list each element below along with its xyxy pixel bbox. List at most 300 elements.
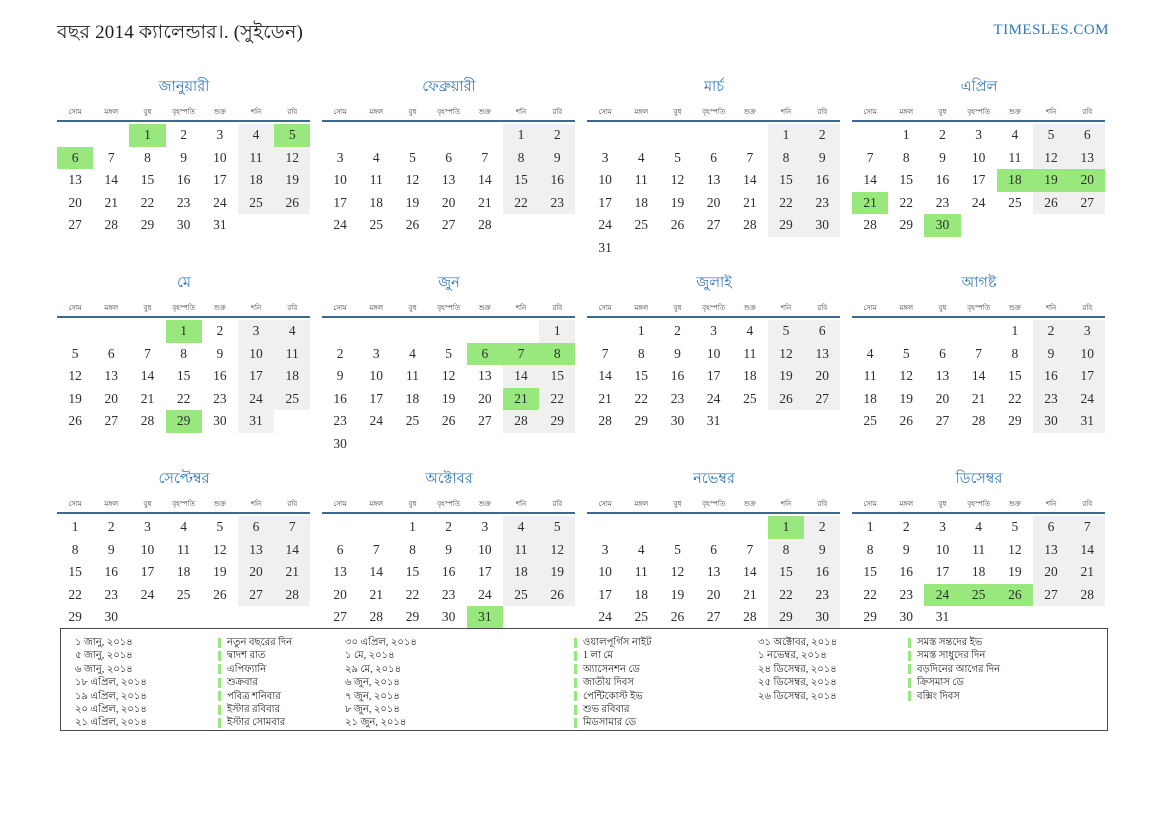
day-cell: 2	[674, 323, 681, 338]
day-cell: 31	[213, 217, 227, 233]
holiday-date: ৬ জানু, ২০১৪	[75, 663, 133, 675]
day-cell: 20	[68, 194, 82, 210]
day-cell: 29	[1008, 413, 1022, 429]
month-title: সেপ্টেম্বর	[158, 471, 210, 487]
day-cell: 13	[706, 172, 721, 188]
empty-cell	[358, 433, 394, 456]
day-cell: 19	[68, 390, 82, 406]
empty-cell	[852, 124, 888, 147]
day-cell: 5	[274, 124, 310, 147]
empty-cell	[961, 214, 997, 237]
day-cell: 5	[1011, 519, 1019, 534]
month-days-grid	[57, 498, 311, 629]
month-days-grid	[852, 106, 1106, 237]
day-cell: 2	[445, 519, 453, 534]
day-of-week-header: রবি	[552, 500, 563, 508]
day-cell: 18	[634, 586, 649, 602]
day-cell: 24	[369, 413, 384, 429]
day-of-week-header: সোম	[333, 500, 347, 508]
day-cell: 31	[238, 410, 274, 433]
day-of-week-header: শনি	[515, 108, 527, 116]
empty-cell	[431, 433, 467, 456]
day-cell: 13	[68, 172, 82, 188]
day-of-week-header: সোম	[68, 304, 82, 312]
day-cell: 20	[1033, 561, 1069, 584]
empty-cell	[467, 124, 503, 147]
day-cell: 16	[213, 368, 227, 384]
day-cell: 23	[333, 413, 347, 429]
month-2	[322, 76, 576, 272]
day-of-week-header: বৃহস্পতি	[702, 500, 726, 508]
holiday-name	[574, 703, 744, 716]
day-of-week-header: শনি	[1045, 108, 1057, 116]
day-of-week-header: মঙ্গল	[369, 304, 384, 312]
holiday-date: ২১ এপ্রিল, ২০১৪	[75, 717, 147, 729]
day-cell: 3	[975, 127, 983, 142]
day-of-week-header: বৃহস্পতি	[172, 108, 196, 116]
day-cell: 8	[409, 541, 416, 557]
day-cell: 30	[333, 435, 347, 451]
day-cell: 11	[634, 172, 648, 188]
month-days-grid	[57, 302, 311, 433]
empty-cell	[394, 124, 430, 147]
day-cell: 4	[238, 124, 274, 147]
holiday-name-text: ওয়ালপূর্গিস নাইট	[583, 637, 652, 648]
header-divider	[852, 512, 1105, 514]
day-cell: 11	[238, 147, 274, 170]
empty-cell	[924, 320, 960, 343]
day-cell: 16	[804, 169, 840, 192]
day-cell: 14	[369, 564, 384, 580]
day-cell: 30	[104, 609, 119, 625]
day-cell: 11	[177, 541, 191, 557]
holiday-date: ২৪ ডিসেম্বর, ২০১৪	[758, 663, 837, 675]
day-cell: 5	[768, 320, 804, 343]
day-cell: 20	[706, 586, 721, 602]
holiday-marker-icon	[218, 691, 221, 701]
day-cell: 28	[598, 413, 612, 429]
holiday-marker-icon	[908, 678, 911, 688]
month-5	[57, 272, 311, 468]
day-cell: 24	[213, 194, 227, 210]
holiday-name	[574, 716, 744, 729]
day-cell: 23	[104, 586, 119, 602]
day-cell: 18	[863, 390, 877, 406]
empty-cell	[659, 124, 695, 147]
day-cell: 15	[140, 172, 155, 188]
day-cell: 2	[1033, 320, 1069, 343]
holiday-name	[574, 676, 744, 689]
day-cell: 12	[441, 368, 456, 384]
day-of-week-header: শুক্র	[743, 108, 756, 116]
month-8	[852, 272, 1106, 468]
holiday-name-text: মিডসামার ডে	[583, 717, 637, 729]
day-of-week-header: বুধ	[673, 500, 682, 508]
day-cell: 6	[710, 541, 718, 557]
day-cell: 11	[972, 541, 986, 557]
holiday-date: ৩১ অক্টোবর, ২০১৪	[758, 637, 838, 648]
month-title: এপ্রিল	[960, 79, 998, 95]
day-cell: 6	[57, 147, 93, 170]
day-cell: 28	[1069, 584, 1105, 607]
day-cell: 14	[598, 368, 612, 384]
day-cell: 24	[706, 390, 721, 406]
day-cell: 25	[274, 388, 310, 411]
day-cell: 20	[238, 561, 274, 584]
day-of-week-header: মঙ্গল	[369, 500, 384, 508]
day-cell: 31	[598, 239, 612, 255]
day-of-week-header: শনি	[1045, 304, 1057, 312]
holiday-name	[218, 663, 331, 676]
day-cell: 30	[176, 217, 191, 233]
day-cell: 17	[1069, 365, 1105, 388]
month-days-grid	[322, 498, 576, 629]
day-cell: 12	[274, 147, 310, 170]
day-cell: 28	[503, 410, 539, 433]
day-cell: 25	[238, 192, 274, 215]
day-cell: 17	[140, 564, 155, 580]
month-title: ডিসেম্বর	[955, 471, 1003, 487]
day-cell: 17	[333, 194, 347, 210]
day-cell: 5	[409, 149, 416, 165]
day-cell: 9	[804, 539, 840, 562]
day-cell: 18	[971, 564, 986, 580]
holiday-marker-icon	[218, 705, 221, 715]
month-days-grid	[322, 302, 576, 456]
day-of-week-header: শুক্র	[743, 500, 756, 508]
holiday-name-text: বড়দিনের আগের দিন	[917, 663, 1001, 675]
day-cell: 25	[176, 586, 191, 602]
empty-cell	[997, 606, 1033, 629]
day-cell: 13	[238, 539, 274, 562]
header-divider	[322, 120, 575, 122]
holiday-name-text: সমস্ত সন্তদের ইভ	[917, 637, 983, 648]
day-cell: 2	[939, 127, 946, 142]
day-cell: 14	[1069, 539, 1105, 562]
holiday-date: ৭ জুন, ২০১৪	[345, 690, 400, 702]
day-of-week-header: মঙ্গল	[369, 108, 384, 116]
holiday-date: ১ জানু, ২০১৪	[75, 637, 133, 648]
month-days-grid	[322, 106, 576, 237]
holiday-legend	[60, 628, 1108, 731]
day-of-week-header: সোম	[598, 500, 612, 508]
empty-cell	[166, 606, 202, 629]
holiday-name-text: দ্বাদশ রাত	[227, 650, 266, 662]
day-cell: 18	[997, 169, 1033, 192]
day-cell: 25	[369, 217, 384, 233]
empty-cell	[322, 320, 358, 343]
day-cell: 10	[333, 172, 347, 188]
day-of-week-header: শনি	[780, 500, 792, 508]
day-cell: 21	[140, 390, 155, 406]
holiday-name	[574, 636, 744, 649]
day-cell: 28	[274, 584, 310, 607]
day-of-week-header: শুক্র	[478, 304, 491, 312]
day-cell: 6	[467, 343, 503, 366]
day-cell: 15	[768, 169, 804, 192]
day-cell: 12	[768, 343, 804, 366]
day-cell: 4	[637, 541, 645, 557]
day-cell: 23	[441, 586, 456, 602]
day-cell: 26	[670, 609, 685, 625]
holiday-marker-icon	[908, 664, 911, 674]
empty-cell	[587, 124, 623, 147]
holiday-marker-icon	[908, 638, 911, 648]
empty-cell	[93, 320, 129, 343]
empty-cell	[358, 320, 394, 343]
day-cell: 21	[598, 390, 612, 406]
day-of-week-header: শনি	[250, 108, 262, 116]
day-cell: 8	[503, 147, 539, 170]
day-cell: 30	[924, 214, 960, 237]
day-cell: 14	[503, 365, 539, 388]
holiday-name	[908, 636, 1094, 649]
month-title: জুন	[438, 275, 460, 291]
day-cell: 29	[768, 606, 804, 629]
day-cell: 3	[372, 345, 380, 361]
empty-cell	[503, 320, 539, 343]
day-of-week-header: বৃহস্পতি	[437, 304, 461, 312]
day-of-week-header: রবি	[1082, 304, 1093, 312]
day-cell: 23	[804, 584, 840, 607]
day-cell: 27	[1033, 584, 1069, 607]
legend-names-column	[218, 636, 331, 730]
day-cell: 12	[670, 564, 685, 580]
month-days-grid	[852, 498, 1106, 629]
day-cell: 5	[674, 149, 681, 165]
day-cell: 24	[140, 586, 155, 602]
day-cell: 20	[333, 586, 347, 602]
day-cell: 8	[902, 149, 910, 165]
empty-cell	[358, 516, 394, 539]
day-cell: 5	[1033, 124, 1069, 147]
day-cell: 1	[539, 320, 575, 343]
empty-cell	[888, 320, 924, 343]
day-cell: 18	[743, 368, 757, 384]
day-of-week-header: বুধ	[938, 108, 947, 116]
day-cell: 25	[743, 390, 757, 406]
holiday-marker-icon	[908, 651, 911, 661]
day-cell: 18	[238, 169, 274, 192]
day-of-week-header: শুক্র	[1008, 304, 1021, 312]
holiday-marker-icon	[908, 691, 911, 701]
day-cell: 3	[1069, 320, 1105, 343]
day-of-week-header: বৃহস্পতি	[967, 304, 991, 312]
holiday-name	[574, 663, 744, 676]
day-cell: 25	[863, 413, 877, 429]
day-cell: 25	[405, 413, 420, 429]
site-link[interactable]: TIMESLES.COM	[993, 22, 1109, 38]
day-of-week-header: শুক্র	[213, 304, 226, 312]
empty-cell	[961, 606, 997, 629]
day-cell: 6	[238, 516, 274, 539]
day-cell: 22	[140, 194, 155, 210]
day-cell: 6	[804, 320, 840, 343]
day-cell: 29	[166, 410, 202, 433]
day-of-week-header: রবি	[817, 304, 828, 312]
day-cell: 5	[539, 516, 575, 539]
day-of-week-header: বৃহস্পতি	[437, 500, 461, 508]
day-cell: 21	[104, 194, 119, 210]
empty-cell	[1033, 214, 1069, 237]
day-cell: 24	[238, 388, 274, 411]
empty-cell	[623, 516, 659, 539]
empty-cell	[238, 606, 274, 629]
empty-cell	[732, 124, 768, 147]
empty-cell	[659, 516, 695, 539]
day-cell: 13	[441, 172, 456, 188]
day-cell: 29	[768, 214, 804, 237]
day-cell: 10	[140, 541, 155, 557]
empty-cell	[623, 124, 659, 147]
day-of-week-header: বুধ	[408, 108, 417, 116]
day-cell: 22	[863, 586, 877, 602]
day-cell: 5	[71, 345, 79, 361]
month-title: অক্টোবর	[425, 471, 473, 487]
day-cell: 23	[1033, 388, 1069, 411]
day-cell: 27	[333, 609, 347, 625]
day-cell: 29	[140, 217, 155, 233]
day-cell: 4	[746, 323, 754, 338]
empty-cell	[274, 410, 310, 433]
day-of-week-header: সোম	[333, 108, 347, 116]
month-days-grid	[57, 106, 311, 237]
empty-cell	[768, 410, 804, 433]
day-cell: 24	[598, 217, 612, 233]
day-cell: 15	[405, 564, 420, 580]
day-cell: 6	[1069, 124, 1105, 147]
holiday-name-text: পেন্টিকোস্ট ইভ	[583, 690, 643, 702]
day-cell: 1	[129, 124, 165, 147]
day-cell: 30	[804, 606, 840, 629]
month-4	[852, 76, 1106, 272]
day-cell: 13	[478, 368, 492, 384]
day-cell: 2	[216, 323, 224, 338]
day-cell: 14	[971, 368, 986, 384]
day-of-week-header: মঙ্গল	[899, 108, 914, 116]
day-cell: 19	[213, 564, 227, 580]
day-of-week-header: সোম	[598, 304, 612, 312]
holiday-marker-icon	[218, 638, 221, 648]
day-cell: 19	[899, 390, 914, 406]
day-of-week-header: মঙ্গল	[634, 108, 649, 116]
empty-cell	[539, 433, 575, 456]
day-cell: 9	[216, 345, 224, 361]
day-cell: 1	[166, 320, 202, 343]
empty-cell	[322, 124, 358, 147]
day-cell: 13	[1069, 147, 1105, 170]
day-cell: 22	[899, 194, 914, 210]
day-cell: 22	[1008, 390, 1022, 406]
day-of-week-header: রবি	[1082, 108, 1093, 116]
day-cell: 14	[274, 539, 310, 562]
month-11	[587, 468, 841, 629]
month-title: আগষ্ট	[961, 275, 997, 291]
day-of-week-header: রবি	[287, 108, 298, 116]
day-cell: 28	[369, 609, 384, 625]
day-cell: 15	[1008, 368, 1022, 384]
day-cell: 19	[768, 365, 804, 388]
day-cell: 29	[405, 609, 420, 625]
day-cell: 20	[1069, 169, 1105, 192]
empty-cell	[1033, 606, 1069, 629]
day-cell: 2	[804, 516, 840, 539]
day-cell: 26	[1033, 192, 1069, 215]
day-of-week-header: রবি	[552, 108, 563, 116]
month-7	[587, 272, 841, 468]
day-cell: 10	[598, 172, 612, 188]
day-cell: 25	[503, 584, 539, 607]
day-cell: 11	[743, 345, 757, 361]
day-cell: 12	[1008, 541, 1022, 557]
day-cell: 26	[768, 388, 804, 411]
day-cell: 14	[743, 172, 757, 188]
empty-cell	[804, 410, 840, 433]
day-cell: 17	[213, 172, 227, 188]
day-cell: 11	[863, 368, 877, 384]
day-cell: 17	[935, 564, 950, 580]
day-cell: 4	[180, 519, 188, 534]
day-cell: 19	[1033, 169, 1069, 192]
day-cell: 3	[710, 323, 718, 338]
month-title: ফেব্রুয়ারী	[422, 79, 476, 95]
day-cell: 7	[975, 345, 983, 361]
day-cell: 20	[935, 390, 950, 406]
holiday-marker-icon	[574, 705, 577, 715]
day-cell: 22	[405, 586, 420, 602]
day-cell: 7	[866, 149, 874, 165]
day-cell: 13	[333, 564, 347, 580]
empty-cell	[238, 214, 274, 237]
day-of-week-header: শুক্র	[743, 304, 756, 312]
day-cell: 19	[539, 561, 575, 584]
holiday-name-text: শুক্রবার	[227, 677, 258, 689]
holiday-name	[908, 663, 1094, 676]
day-of-week-header: বুধ	[673, 108, 682, 116]
day-cell: 26	[670, 217, 685, 233]
day-of-week-header: মঙ্গল	[634, 500, 649, 508]
day-cell: 29	[863, 609, 877, 625]
day-cell: 13	[935, 368, 950, 384]
day-cell: 4	[503, 516, 539, 539]
day-cell: 24	[1069, 388, 1105, 411]
day-cell: 21	[274, 561, 310, 584]
day-of-week-header: সোম	[68, 108, 82, 116]
day-cell: 27	[706, 609, 721, 625]
day-cell: 3	[481, 519, 489, 534]
month-3	[587, 76, 841, 272]
day-cell: 26	[899, 413, 914, 429]
day-cell: 23	[804, 192, 840, 215]
day-cell: 23	[539, 192, 575, 215]
month-days-grid	[587, 498, 841, 629]
day-cell: 4	[372, 149, 380, 165]
header-divider	[852, 120, 1105, 122]
day-of-week-header: মঙ্গল	[899, 500, 914, 508]
month-title: নভেম্বর	[693, 471, 735, 487]
empty-cell	[997, 214, 1033, 237]
day-cell: 18	[176, 564, 191, 580]
day-cell: 11	[369, 172, 383, 188]
day-of-week-header: বৃহস্পতি	[967, 108, 991, 116]
day-cell: 15	[863, 564, 877, 580]
day-cell: 28	[140, 413, 155, 429]
day-cell: 30	[213, 413, 227, 429]
day-cell: 19	[670, 586, 685, 602]
day-cell: 27	[104, 413, 119, 429]
empty-cell	[503, 214, 539, 237]
day-cell: 2	[180, 127, 188, 142]
